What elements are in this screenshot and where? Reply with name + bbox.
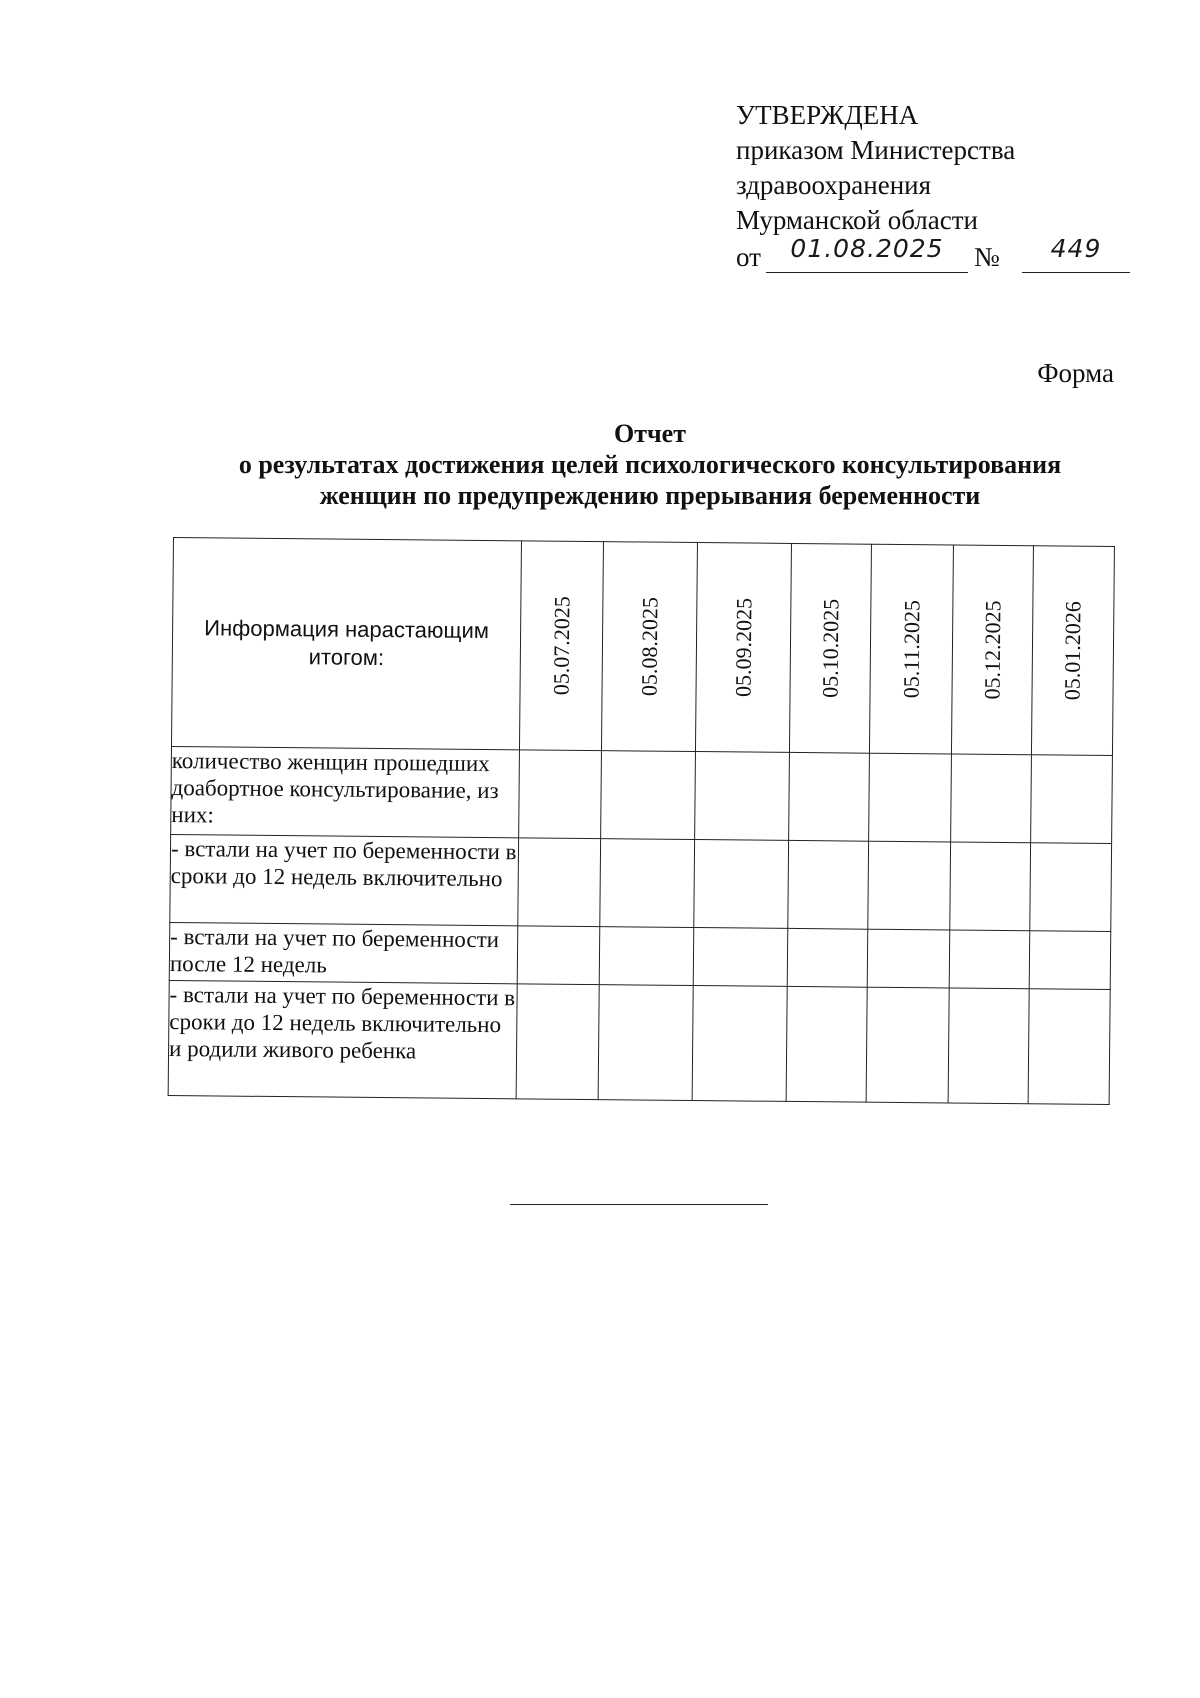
- date-label: 05.10.2025: [816, 598, 843, 698]
- date-header-2: [601, 542, 697, 752]
- data-cell: [600, 839, 695, 928]
- row-label-before-12: - встали на учет по беременности в сроки до 12 недель включительно: [170, 834, 519, 925]
- number-sign: №: [974, 242, 1000, 272]
- table-row: [168, 980, 1110, 1104]
- date-header-5: [869, 544, 953, 754]
- data-cell: [599, 927, 694, 986]
- data-cell: [519, 750, 602, 839]
- approval-title: УТВЕРЖДЕНА: [736, 100, 919, 130]
- data-cell: [867, 929, 950, 988]
- number-field: [1022, 234, 1130, 273]
- date-label: 05.09.2025: [729, 597, 756, 698]
- header-info-cell: Информация нарастающим итогом:: [171, 538, 521, 750]
- approval-date-line: [736, 234, 1102, 278]
- date-label: 05.07.2025: [547, 596, 574, 696]
- data-cell: [694, 840, 789, 929]
- data-cell: [951, 754, 1032, 843]
- data-cell: [518, 838, 601, 927]
- data-cell: [517, 926, 600, 985]
- data-cell: [1031, 755, 1113, 844]
- data-cell: [1028, 989, 1110, 1105]
- date-header-6: [951, 545, 1033, 755]
- data-cell: [948, 988, 1029, 1104]
- data-cell: [693, 928, 788, 987]
- data-cell: [788, 840, 869, 929]
- date-prefix: от: [736, 242, 761, 272]
- date-label: 05.11.2025: [897, 599, 924, 699]
- form-label: Форма: [1037, 358, 1114, 388]
- title-line-1: Отчет: [614, 419, 686, 448]
- data-cell: [950, 842, 1031, 931]
- approval-region-line: Мурманской области: [736, 205, 978, 235]
- data-cell: [601, 751, 696, 840]
- date-field: [766, 234, 968, 273]
- date-header-4: [789, 543, 871, 753]
- approval-order-line: приказом Министерства: [736, 135, 1016, 165]
- table-row: [170, 834, 1112, 931]
- date-header-7: [1031, 546, 1114, 756]
- data-cell: [866, 987, 949, 1103]
- date-label: 05.08.2025: [635, 596, 662, 697]
- data-cell: [949, 930, 1030, 989]
- row-label-after-12: - встали на учет по беременности после 12 недель: [169, 922, 518, 983]
- table-row: [171, 746, 1113, 843]
- handwritten-number: 449: [1050, 234, 1102, 263]
- data-cell: [1029, 931, 1111, 990]
- data-cell: [1030, 843, 1112, 932]
- data-cell: [598, 985, 693, 1101]
- report-table: [168, 537, 1115, 1105]
- date-label: 05.01.2026: [1059, 601, 1086, 701]
- title-line-3: женщин по предупреждению прерывания беременности: [319, 481, 981, 510]
- data-cell: [695, 752, 790, 841]
- data-cell: [868, 841, 951, 930]
- date-header-3: [695, 543, 791, 753]
- row-label-live-birth: - встали на учет по беременности в сроки до 12 недель включительно и родили живого ребенка: [168, 980, 517, 1098]
- title-line-2: о результатах достижения целей психологического консультирования: [238, 450, 1062, 479]
- data-cell: [787, 928, 868, 987]
- approval-block: [736, 98, 1102, 278]
- data-cell: [516, 984, 599, 1100]
- end-divider: [510, 1204, 768, 1205]
- data-cell: [869, 753, 952, 842]
- handwritten-date: 01.08.2025: [790, 234, 944, 263]
- date-label: 05.12.2025: [978, 600, 1005, 700]
- data-cell: [692, 986, 787, 1102]
- data-cell: [789, 752, 870, 841]
- approval-ministry-line: здравоохранения: [736, 170, 932, 200]
- row-label-total: количество женщин прошедших доабортное консультирование, из них:: [171, 746, 520, 837]
- data-cell: [786, 986, 867, 1102]
- report-title: [150, 418, 1150, 511]
- header-row: [171, 538, 1114, 756]
- table-row: [169, 922, 1111, 989]
- date-header-1: [519, 541, 603, 751]
